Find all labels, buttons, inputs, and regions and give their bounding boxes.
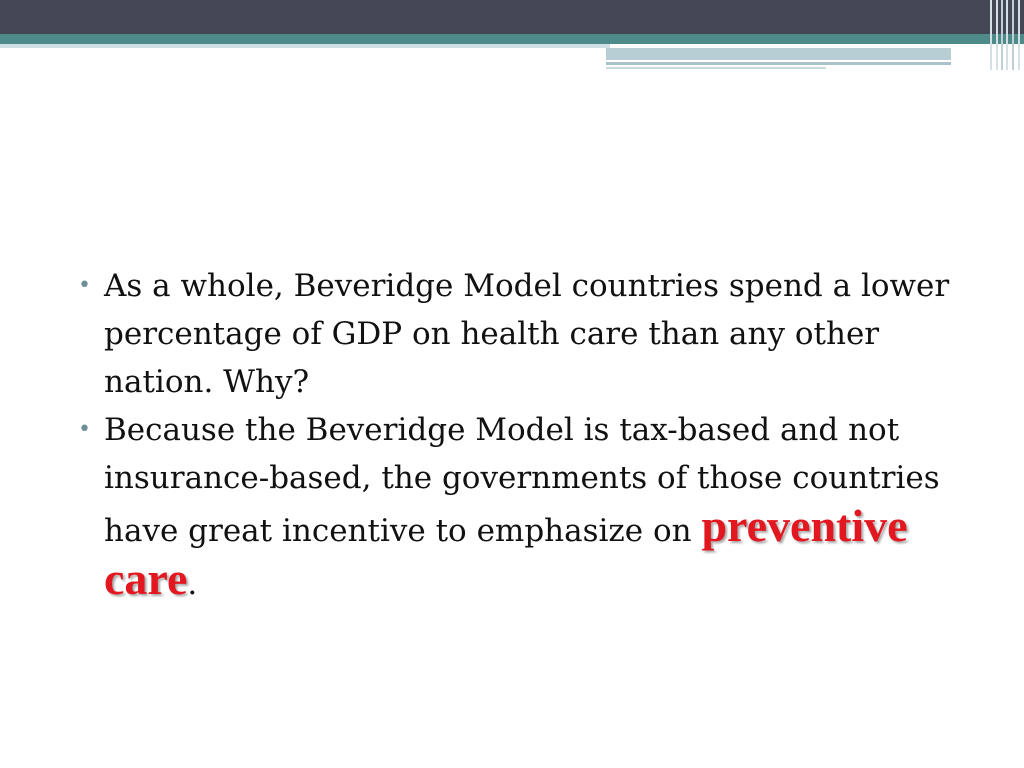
- bullet-list: [76, 262, 976, 608]
- bullet-text: Because the Beveridge Model is tax-based and not insurance-based, the governments of those countries have great incentive to emphasize on: [104, 412, 940, 549]
- header-accent-line-thin: [606, 67, 826, 69]
- bullet-item: [76, 406, 976, 608]
- slide-body: [76, 262, 976, 608]
- bullet-item: [76, 262, 976, 406]
- header-accent-band: [606, 48, 951, 60]
- header-light-band: [0, 44, 610, 48]
- bullet-icon: •: [78, 273, 91, 298]
- emphasis-text: preventive care: [104, 500, 908, 604]
- header-teal-band: [0, 34, 1024, 44]
- header-accent-line: [606, 62, 951, 65]
- bullet-icon: •: [78, 417, 91, 442]
- header-right-stripes: [988, 0, 1024, 70]
- header-dark-band: [0, 0, 1024, 34]
- bullet-text-end: .: [187, 566, 198, 602]
- bullet-text: As a whole, Beveridge Model countries spend a lower percentage of GDP on health care than any other nation. Why?: [104, 268, 950, 400]
